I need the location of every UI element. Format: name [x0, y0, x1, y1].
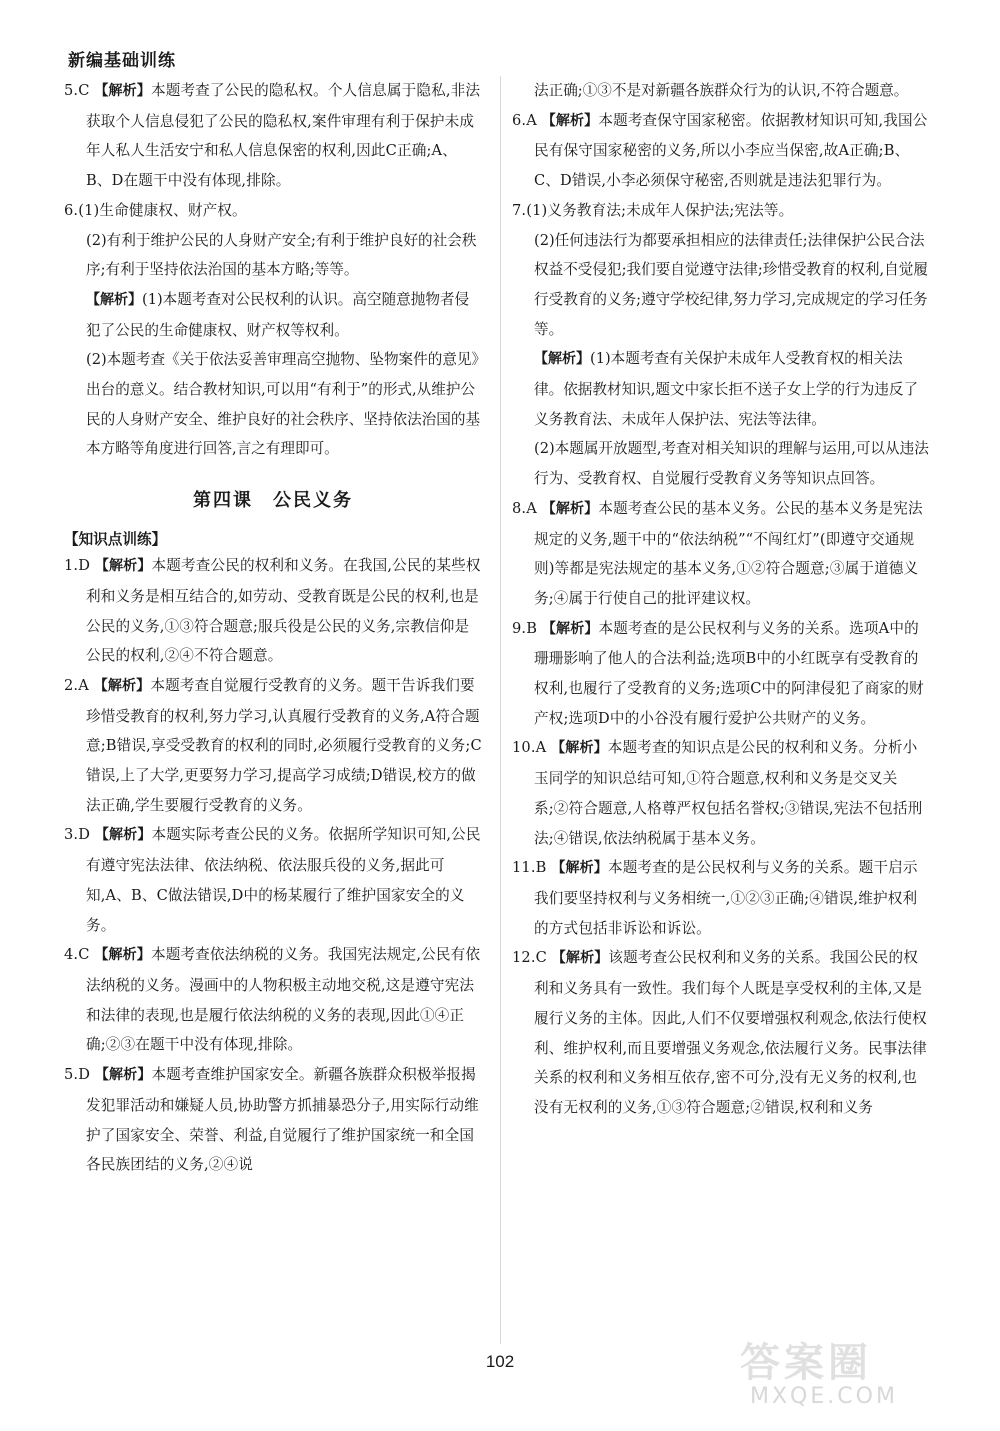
answer-entry-7: [512, 196, 930, 226]
watermark-logo: [740, 1331, 970, 1411]
answer-text: 本题考查保守国家秘密。依据教材知识可知,我国公民有保守国家秘密的义务,所以小李应当保密,故A正确;B、C、D错误,小李必须保守秘密,否则就是违法犯罪行为。: [534, 111, 928, 190]
answer-number: 6.: [64, 201, 79, 219]
answer-number: 3.D: [64, 826, 91, 844]
analysis-paragraph: [64, 285, 482, 345]
analysis-tag: 【解析】: [541, 620, 599, 637]
section-label: 【知识点训练】: [64, 531, 167, 549]
answer-text: (1)本题考查有关保护未成年人受教育权的相关法律。依据教材知识,题文中家长拒不送子女上学的行为违反了义务教育法、未成年人保护法、宪法等法律。: [534, 350, 919, 428]
left-column: [64, 76, 482, 1180]
answer-entry-4: [64, 940, 482, 1060]
analysis-tag: 【解析】: [94, 827, 152, 844]
answer-number: 8.A: [512, 499, 537, 517]
answer-text: (2)本题属开放题型,考查对相关知识的理解与运用,可以从违法行为、受教育权、自觉履行受教育义务等知识点回答。: [534, 440, 929, 488]
answer-text: 本题考查的是公民权利与义务的关系。选项A中的珊珊影响了他人的合法利益;选项B中的小红既享有受教育的权利,也履行了受教育的义务;选项C中的阿津侵犯了商家的财产权;选项D中的小谷没有履行爱护公共财产的义务。: [534, 619, 924, 727]
answer-text: 本题考查公民的权利和义务。在我国,公民的某些权利和义务是相互结合的,如劳动、受教育既是公民的权利,也是公民的义务,①③符合题意;服兵役是公民的义务,宗教信仰是公民的权利,②④不符合题意。: [86, 557, 481, 665]
answer-entry-6b: [512, 106, 930, 196]
answer-number: 7.: [512, 201, 527, 219]
watermark-text: 答案圈: [740, 1340, 872, 1386]
answer-entry-1: [64, 551, 482, 671]
analysis-tag: 【解析】: [551, 860, 608, 877]
analysis-tag: 【解析】: [94, 83, 151, 99]
watermark-url: MXQE.COM: [750, 1384, 898, 1409]
section-title: 第四课 公民义务: [193, 490, 353, 512]
answer-number: 4.C: [64, 946, 90, 964]
analysis-tag: 【解析】: [94, 947, 151, 964]
answer-entry-2: [64, 671, 482, 821]
answer-entry-6: [64, 196, 482, 226]
analysis-tag: 【解析】: [551, 950, 609, 967]
answer-text: (2)本题考查《关于依法妥善审理高空抛物、坠物案件的意见》出台的意义。结合教材知识,可以用“有利于”的形式,从维护公民的人身财产安全、维护良好的社会秩序、坚持依法治国的基本方略等角度进行回答,言之有理即可。: [86, 351, 481, 458]
answer-number: 10.A: [512, 739, 547, 757]
analysis-tag: 【解析】: [94, 558, 152, 575]
answer-text: 本题考查的是公民权利与义务的关系。题干启示我们要坚持权利与义务相统一,①②③正确;④错误,维护权利的方式包括非诉讼和诉讼。: [534, 859, 918, 937]
answer-number: 12.C: [512, 949, 547, 967]
answer-entry-8: [512, 494, 930, 614]
answer-entry-11: [512, 853, 930, 943]
answer-entry-5: [64, 76, 482, 196]
analysis-tag: 【解析】: [94, 1067, 152, 1084]
answer-text: 本题考查了公民的隐私权。个人信息属于隐私,非法获取个人信息侵犯了公民的隐私权,案件审理有利于保护未成年人私人生活安宁和私人信息保密的权利,因此C正确;A、B、D在题干中没有体现,排除。: [86, 82, 481, 190]
right-column: [512, 76, 930, 1123]
analysis-tag: 【解析】: [541, 112, 599, 129]
answer-number: 5.D: [64, 1066, 91, 1084]
answer-text: (1)义务教育法;未成年人保护法;宪法等。: [526, 201, 794, 219]
answer-entry-5b: [64, 1060, 482, 1180]
answer-text: 本题考查维护国家安全。新疆各族群众积极举报揭发犯罪活动和嫌疑人员,协助警方抓捕暴恐分子,用实际行动维护了国家安全、荣誉、利益,自觉履行了维护国家统一和全国各民族团结的义务,②④说: [86, 1066, 479, 1174]
answer-text: 本题考查依法纳税的义务。我国宪法规定,公民有依法纳税的义务。漫画中的人物积极主动地交税,这是遵守宪法和法律的表现,也是履行依法纳税的义务的表现,因此①④正确;②③在题干中没有体现,排除。: [86, 946, 481, 1054]
answer-text: 本题考查公民的基本义务。公民的基本义务是宪法规定的义务,题干中的“依法纳税”“不闯红灯”(即遵守交通规则)等都是宪法规定的基本义务,①②符合题意;③属于道德义务;④属于行使自己的批评建议权。: [534, 499, 923, 607]
answer-entry-9: [512, 614, 930, 734]
book-title-header: 新编基础训练: [68, 51, 176, 71]
analysis-tag: 【解析】: [93, 677, 151, 694]
analysis-tag: 【解析】: [551, 740, 608, 757]
analysis-tag: 【解析】: [541, 500, 599, 517]
answer-text: (1)本题考查对公民权利的认识。高空随意抛物者侵犯了公民的生命健康权、财产权等权利。: [86, 290, 470, 339]
analysis-tag: 【解析】: [534, 351, 590, 368]
answer-text: 本题实际考查公民的义务。依据所学知识可知,公民有遵守宪法法律、依法纳税、依法服兵役的义务,据此可知,A、B、C做法错误,D中的杨某履行了维护国家安全的义务。: [86, 826, 481, 934]
answer-entry-3: [64, 820, 482, 940]
continued-text: 法正确;①③不是对新疆各族群众行为的认识,不符合题意。: [534, 82, 909, 99]
answer-number: 1.D: [64, 557, 91, 575]
answer-number: 9.B: [512, 619, 538, 637]
answer-text: 本题考查自觉履行受教育的义务。题干告诉我们要珍惜受教育的权利,努力学习,认真履行受教育的义务,A符合题意;B错误,享受受教育的权利的同时,必须履行受教育的义务;C错误,上了大学,更要努力学习,提高学习成绩;D错误,校方的做法正确,学生要履行受教育的义务。: [86, 676, 482, 814]
answer-number: 6.A: [512, 111, 537, 129]
answer-entry-10: [512, 733, 930, 853]
answer-number: 5.C: [64, 82, 90, 99]
answer-text: (2)有利于维护公民的人身财产安全;有利于维护良好的社会秩序;有利于坚持依法治国的基本方略;等等。: [86, 231, 477, 279]
answer-number: 2.A: [64, 676, 89, 694]
page-number: 102: [485, 1352, 515, 1371]
answer-number: 11.B: [512, 859, 547, 877]
answer-entry-12: [512, 943, 930, 1122]
analysis-tag: 【解析】: [86, 291, 142, 308]
analysis-paragraph: [512, 344, 930, 434]
column-divider: [500, 76, 501, 1344]
answer-text: (1)生命健康权、财产权。: [78, 201, 247, 219]
answer-text: 本题考查的知识点是公民的权利和义务。分析小玉同学的知识总结可知,①符合题意,权利和义务是交叉关系;②符合题意,人格尊严权包括名誉权;③错误,宪法不包括刑法;④错误,依法纳税属于基本义务。: [534, 739, 923, 847]
answer-text: 该题考查公民权利和义务的关系。我国公民的权利和义务具有一致性。我们每个人既是享受权利的主体,又是履行义务的主体。因此,人们不仅要增强权利观念,依法行使权利、维护权利,而且要增强义务观念,依法履行义务。民事法律关系的权利和义务相互依存,密不可分,没有无义务的权利,也没有无权利的义务,①③符合题意;②错误,权利和义务: [534, 949, 927, 1116]
answer-text: (2)任何违法行为都要承担相应的法律责任;法律保护公民合法权益不受侵犯;我们要自觉遵守法律;珍惜受教育的权利,自觉履行受教育的义务;遵守学校纪律,努力学习,完成规定的学习任务等。: [534, 231, 928, 338]
